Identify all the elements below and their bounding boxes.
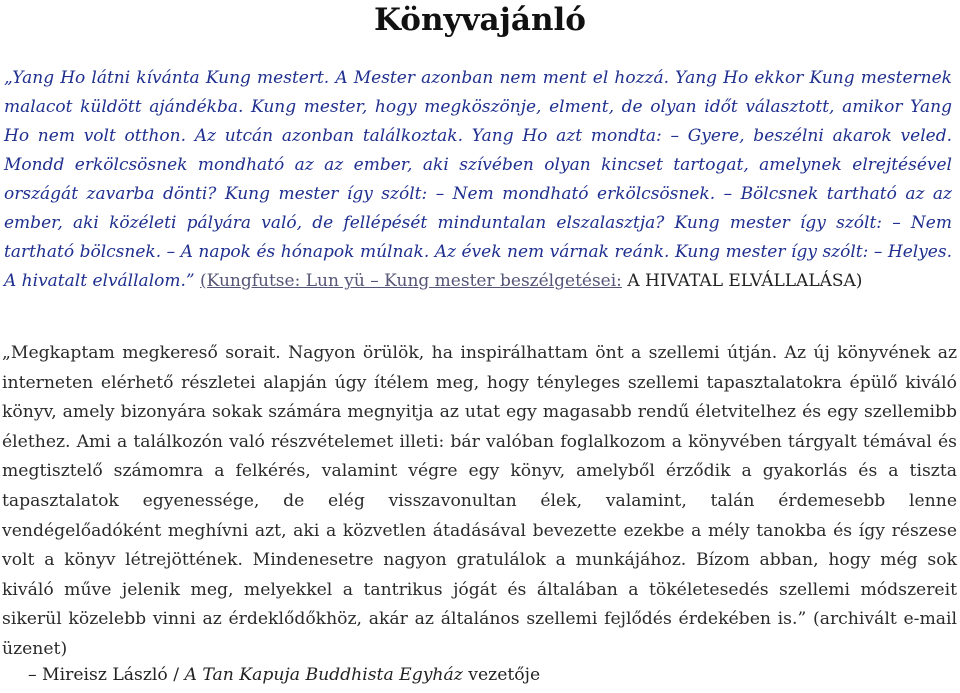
- signature-prefix: – Mireisz László /: [28, 665, 185, 685]
- signature: [28, 662, 540, 688]
- quote-chapter: A HIVATAL ELVÁLLALÁSA): [627, 271, 863, 291]
- page-title: Könyvajánló: [374, 2, 586, 38]
- letter-text: „Megkaptam megkereső sorait. Nagyon örülök, ha inspirálhattam önt a szellemi útján. Az új könyvének az interneten elérhető részletei alapján úgy ítélem meg, hogy tényleges szellemi tapasztalatokra épülő kiváló könyv, amely bizonyára sokak számára megnyitja az utat egy magasabb rendű életvitelhez és egy szellemibb élethez. Ami a találkozón való részvételemet illeti: bár valóban foglalkozom a könyvében tárgyalt témával és megtisztelő számomra a felkérés, valamint végre egy könyv, amelyből érződik a gyakorlás és a tiszta tapasztalatok egyenessége, de elég visszavonultan élek, valamint, talán érdemesebb lenne vendégelőadóként meghívni azt, aki a közvetlen átadásával bevezette ezekbe a mély tanokba és így részese volt a könyv létrejöttének. Mindenesetre nagyon gratulálok a munkájához. Bízom abban, hogy még sok kiváló műve jelenik meg, melyekkel a tantrikus jógát és általában a tökéletesedés szellemi módszereit sikerül közelebb vinni az érdeklődőkhöz, akár az általános szellemi fejlődés érdekében is.” (archivált e-mail üzenet): [2, 343, 957, 659]
- signature-organization: A Tan Kapuja Buddhista Egyház: [184, 665, 463, 685]
- quote-block: [4, 64, 952, 296]
- quote-source-link[interactable]: (Kungfutse: Lun yü – Kung mester beszélgetései:: [199, 271, 622, 291]
- quote-text: „Yang Ho látni kívánta Kung mestert. A Mester azonban nem ment el hozzá. Yang Ho ekkor Kung mesternek malacot küldött ajándékba. Kung mester, hogy megköszönje, elment, de olyan időt választott, amikor Yang Ho nem volt otthon. Az utcán azonban találkoztak. Yang Ho azt mondta: – Gyere, beszélni akarok veled. Mondd erkölcsösnek mondható az az ember, aki szívében olyan kincset tartogat, amelynek elrejtésével országát zavarba dönti? Kung mester így szólt: – Nem mondható erkölcsösnek. – Bölcsnek tartható az az ember, aki közéleti pályára való, de fellépését minduntalan elszalasztja? Kung mester így szólt: – Nem tartható bölcsnek. – A napok és hónapok múlnak. Az évek nem várnak reánk. Kung mester így szólt: – Helyes. A hivatalt elvállalom.”: [4, 68, 952, 291]
- signature-suffix: vezetője: [462, 665, 541, 685]
